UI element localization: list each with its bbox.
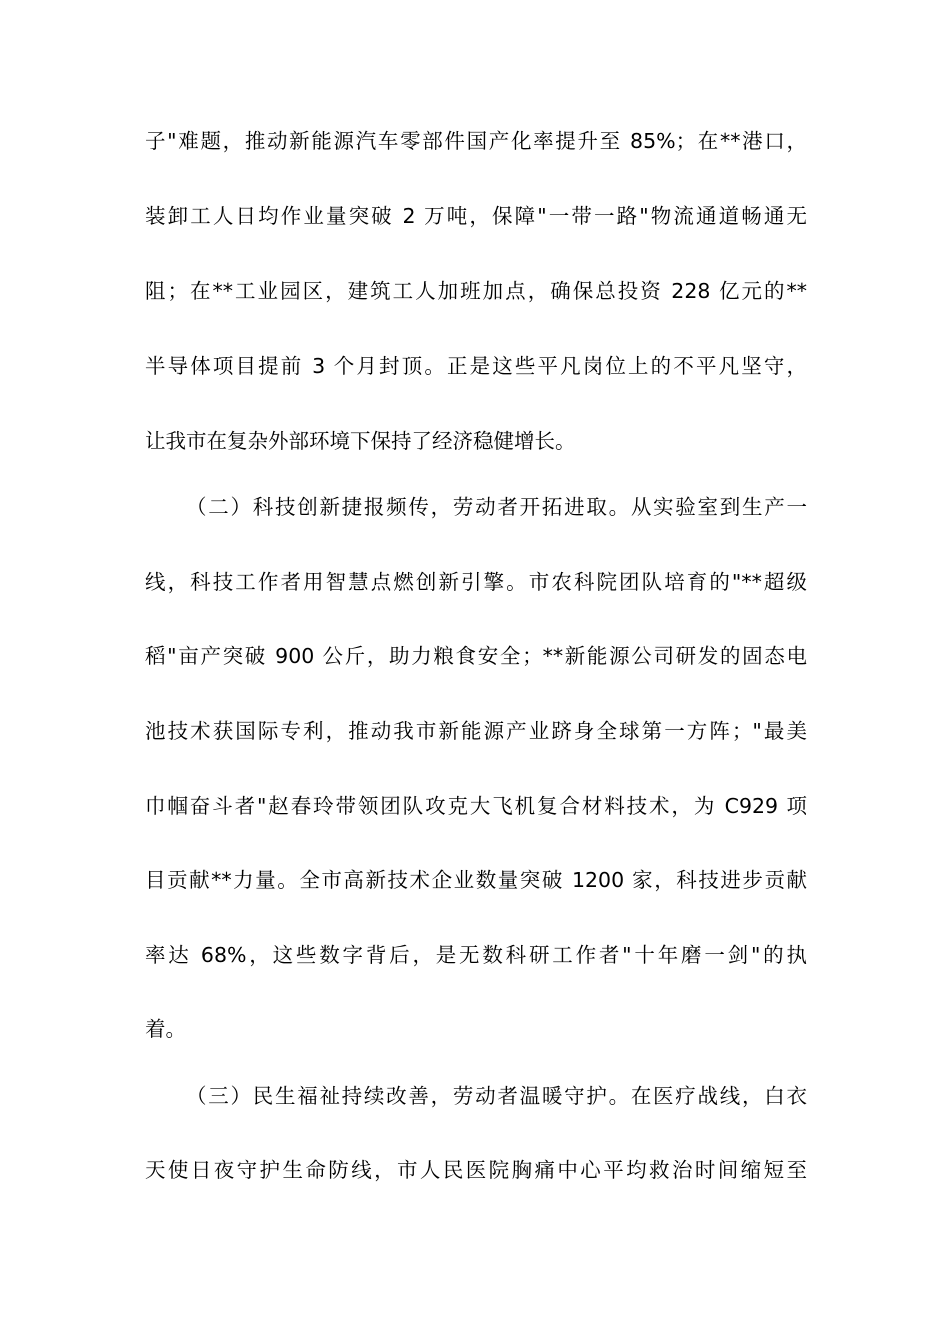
text-line: 天使日夜守护生命防线，市人民医院胸痛中心平均救治时间缩短至 <box>145 1158 807 1182</box>
text-line: 目贡献**力量。全市高新技术企业数量突破 1200 家，科技进步贡献 <box>145 868 807 892</box>
text-line: 子"难题，推动新能源汽车零部件国产化率提升至 85%；在**港口， <box>145 129 807 153</box>
paragraph-first-line: （三）民生福祉持续改善，劳动者温暖守护。在医疗战线，白衣 <box>186 1084 807 1108</box>
text-line: 着。 <box>145 1017 186 1041</box>
text-line: 半导体项目提前 3 个月封顶。正是这些平凡岗位上的不平凡坚守， <box>145 354 807 378</box>
text-line: 让我市在复杂外部环境下保持了经济稳健增长。 <box>145 429 576 453</box>
text-line: 稻"亩产突破 900 公斤，助力粮食安全；**新能源公司研发的固态电 <box>145 644 807 668</box>
text-line: 线，科技工作者用智慧点燃创新引擎。市农科院团队培育的"**超级 <box>145 570 807 594</box>
text-line: 装卸工人日均作业量突破 2 万吨，保障"一带一路"物流通道畅通无 <box>145 204 807 228</box>
text-line: 阻；在**工业园区，建筑工人加班加点，确保总投资 228 亿元的** <box>145 279 807 303</box>
paragraph-first-line: （二）科技创新捷报频传，劳动者开拓进取。从实验室到生产一 <box>186 495 807 519</box>
text-line: 池技术获国际专利，推动我市新能源产业跻身全球第一方阵；"最美 <box>145 719 807 743</box>
text-line: 率达 68%，这些数字背后，是无数科研工作者"十年磨一剑"的执 <box>145 943 807 967</box>
text-line: 巾帼奋斗者"赵春玲带领团队攻克大飞机复合材料技术，为 C929 项 <box>145 794 807 818</box>
